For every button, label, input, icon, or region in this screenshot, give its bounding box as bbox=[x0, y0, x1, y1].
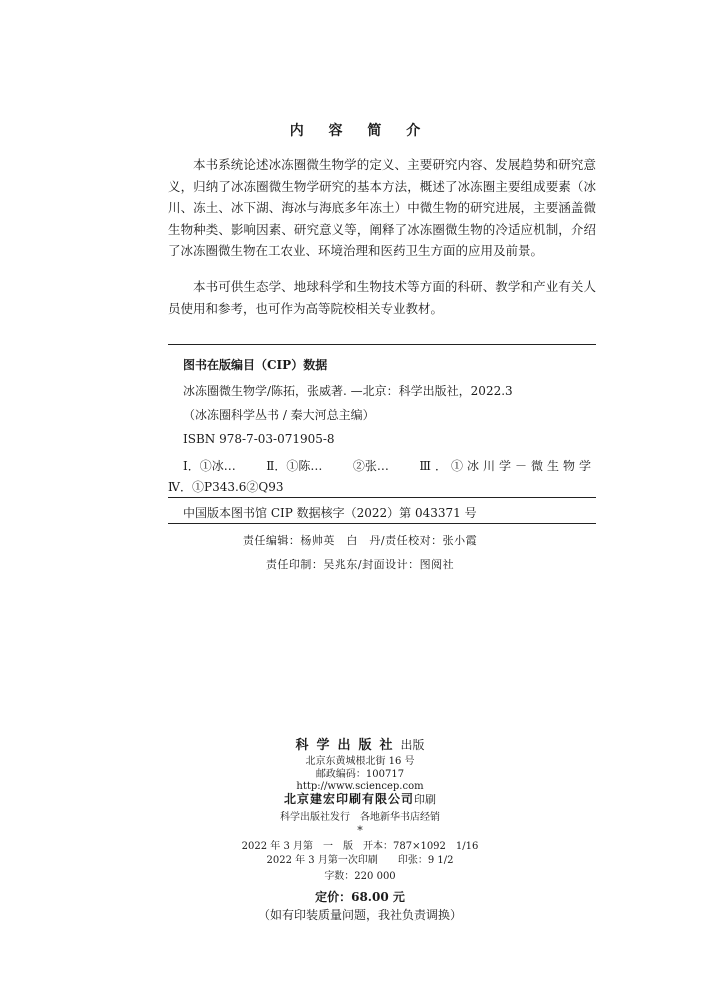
class-item-2: Ⅱ．①陈… bbox=[266, 459, 323, 473]
class-item-3: ②张… bbox=[352, 459, 389, 473]
intro-text-1: 本书系统论述冰冻圈微生物学的定义、主要研究内容、发展趋势和研究意义，归纳了冰冻圈微生物学研究的基本方法，概述了冰冻圈主要组成要素（冰川、冻土、冰下湖、海冰与海底多年冻土）中微生物的研究进展，主要涵盖微生物种类、影响因素、研究意义等，阐释了冰冻圈微生物的冷适应机制，介绍了冰冻圈微生物在工农业、环境治理和医药卫生方面的应用及前景。 bbox=[168, 157, 596, 258]
editor-credits: 责任编辑：杨帅英 白 丹/责任校对：张小霞 bbox=[242, 534, 478, 547]
cip-isbn: ISBN 978-7-03-071905-8 bbox=[183, 432, 335, 446]
print-suffix: 印刷 bbox=[414, 793, 436, 806]
cip-top-rule bbox=[168, 344, 596, 345]
printer-name: 北京建宏印刷有限公司 bbox=[283, 792, 414, 806]
website: http://www.sciencep.com bbox=[296, 781, 424, 792]
class-item-4: Ⅲ．①冰川学－微生物学 bbox=[419, 459, 595, 473]
publisher-name: 科学出版社 bbox=[295, 738, 401, 753]
cip-line-1: 冰冻圈微生物学/陈拓，张威著. —北京：科学出版社，2022.3 bbox=[183, 384, 513, 398]
intro-paragraph-2 bbox=[168, 276, 596, 319]
cip-line-2: （冰冻圈科学丛书 / 秦大河总主编） bbox=[183, 408, 375, 422]
intro-text-2: 本书可供生态学、地球科学和生物技术等方面的科研、教学和产业有关人员使用和参考，也可作为高等院校相关专业教材。 bbox=[168, 279, 596, 316]
page-title: 内 容 简 介 bbox=[289, 123, 431, 139]
cip-title: 图书在版编目（CIP）数据 bbox=[183, 358, 328, 372]
printer-line bbox=[0, 792, 720, 808]
cip-classification bbox=[183, 457, 595, 474]
price: 定价：68.00 元 bbox=[315, 890, 405, 904]
cip-classification-2: Ⅳ．①P343.6②Q93 bbox=[168, 480, 284, 494]
printing-info: 2022 年 3 月第一次印刷 印张：9 1/2 bbox=[266, 855, 454, 866]
quality-notice: （如有印装质量问题，我社负责调换） bbox=[257, 908, 462, 922]
cip-bottom-rule bbox=[168, 523, 596, 524]
distribution: 科学出版社发行 各地新华书店经销 bbox=[280, 812, 440, 823]
publisher-line bbox=[0, 738, 720, 754]
postcode: 邮政编码：100717 bbox=[315, 769, 405, 780]
cip-middle-rule bbox=[168, 497, 596, 498]
cip-record-number: 中国版本图书馆 CIP 数据核字（2022）第 043371 号 bbox=[183, 506, 477, 520]
publisher-address: 北京东黄城根北街 16 号 bbox=[305, 756, 415, 767]
word-count: 字数：220 000 bbox=[324, 871, 396, 882]
print-design-credits: 责任印制：吴兆东/封面设计：图阅社 bbox=[265, 558, 455, 571]
separator-star: * bbox=[357, 824, 363, 837]
class-item-1: Ⅰ．①冰… bbox=[183, 459, 236, 473]
edition-info: 2022 年 3 月第 一 版 开本：787×1092 1/16 bbox=[241, 841, 479, 852]
intro-paragraph-1 bbox=[168, 154, 596, 262]
publish-suffix: 出版 bbox=[400, 738, 425, 752]
